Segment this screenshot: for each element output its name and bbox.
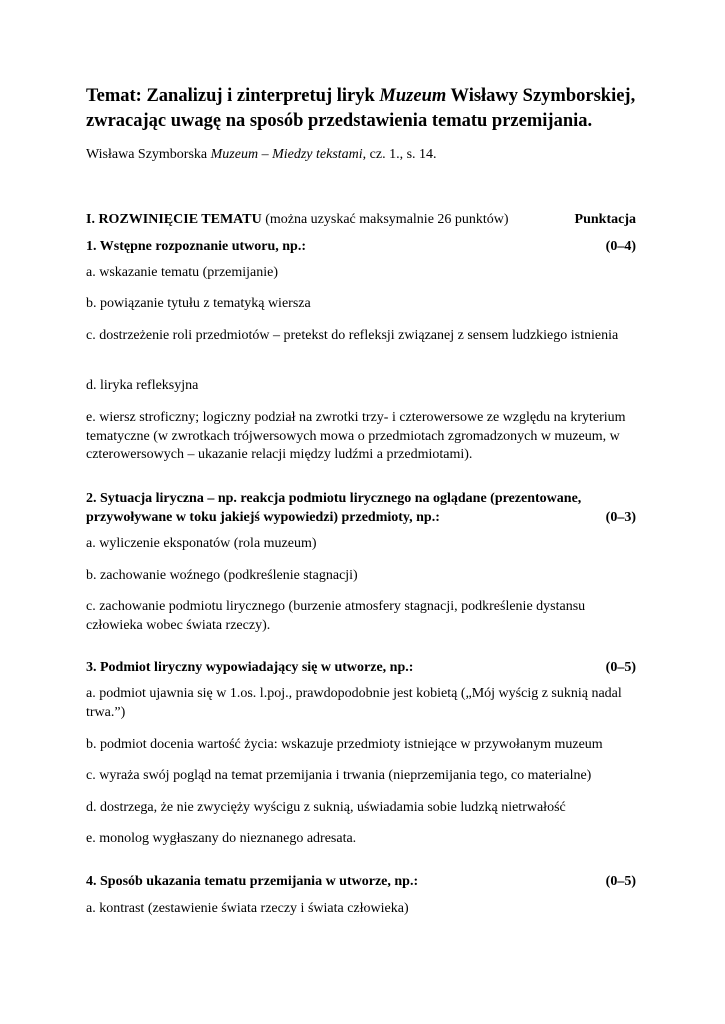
section-heading-row: [86, 211, 636, 230]
title-text-end: Wisławy Szymborskiej, zwracając uwagę na sposób przedstawienia tematu przemijania.: [86, 86, 636, 131]
criterion-3-header: [86, 659, 636, 678]
criterion-2-title-line2: przywoływane w toku jakiejś wypowiedzi) przedmioty, np.:: [86, 510, 440, 525]
criterion-3-title: 3. Podmiot liryczny wypowiadający się w utworze, np.:: [86, 660, 414, 675]
list-item: b. zachowanie woźnego (podkreślenie stagnacji): [86, 568, 358, 583]
list-item: a. wskazanie tematu (przemijanie): [86, 265, 279, 280]
title-text: Temat: Zanalizuj i zinterpretuj liryk: [86, 86, 380, 106]
criterion-2-title-line1: 2. Sytuacja liryczna – np. reakcja podmiotu lirycznego na oglądane (prezentowane,: [86, 491, 582, 506]
section-note: (można uzyskać maksymalnie 26 punktów): [261, 212, 509, 227]
criterion-4-title: 4. Sposób ukazania tematu przemijania w utworze, np.:: [86, 874, 419, 889]
list-item: a. kontrast (zestawienie świata rzeczy i świata człowieka): [86, 901, 409, 916]
list-item: e. monolog wygłaszany do nieznanego adresata.: [86, 831, 357, 846]
criterion-1-header: [86, 238, 636, 257]
criterion-4-points: (0–5): [605, 874, 636, 889]
source-citation: [86, 146, 437, 164]
source-work: Muzeum – Miedzy tekstami: [210, 147, 363, 162]
title-work-name: Muzeum: [379, 86, 447, 106]
list-item: d. dostrzega, że nie zwycięży wyścigu z suknią, uświadamia sobie ludzką nietrwałość: [86, 800, 566, 815]
list-item: b. podmiot docenia wartość życia: wskazuje przedmioty istniejące w przywołanym muzeum: [86, 737, 603, 752]
list-item: a. wyliczenie eksponatów (rola muzeum): [86, 536, 317, 551]
criterion-4-header: [86, 873, 636, 892]
list-item: b. powiązanie tytułu z tematyką wiersza: [86, 296, 311, 311]
criterion-2-header: [86, 509, 636, 528]
list-item: c. wyraża swój pogląd na temat przemijania i trwania (nieprzemijania tego, co materialne): [86, 768, 592, 783]
list-item: a. podmiot ujawnia się w 1.os. l.poj., prawdopodobnie jest kobietą („Mój wyścig z suknią nadal trwa.”): [86, 686, 622, 720]
points-column-header: Punktacja: [574, 212, 636, 227]
criterion-2-points: (0–3): [605, 510, 636, 525]
source-pages: , cz. 1., s. 14.: [362, 147, 437, 162]
list-item: e. wiersz stroficzny; logiczny podział na zwrotki trzy- i czterowersowe ze względu na kryterium tematyczne (w zwrotkach trójwersowych mowa o przedmiotach zgromadzonych w muzeum, w czterowersowych – ukazanie relacji między ludźmi a przedmiotami).: [86, 410, 626, 462]
list-item: c. dostrzeżenie roli przedmiotów – pretekst do refleksji związanej z sensem ludzkiego istnienia: [86, 328, 619, 343]
list-item: c. zachowanie podmiotu lirycznego (burzenie atmosfery stagnacji, podkreślenie dystansu człowieka wobec świata rzeczy).: [86, 599, 586, 633]
criterion-1-title: 1. Wstępne rozpoznanie utworu, np.:: [86, 239, 307, 254]
criterion-1-points: (0–4): [605, 239, 636, 254]
section-heading: I. ROZWINIĘCIE TEMATU: [86, 212, 262, 227]
criterion-3-points: (0–5): [605, 660, 636, 675]
list-item: d. liryka refleksyjna: [86, 378, 199, 393]
document-title: [86, 84, 636, 134]
source-author: Wisława Szymborska: [86, 147, 211, 162]
